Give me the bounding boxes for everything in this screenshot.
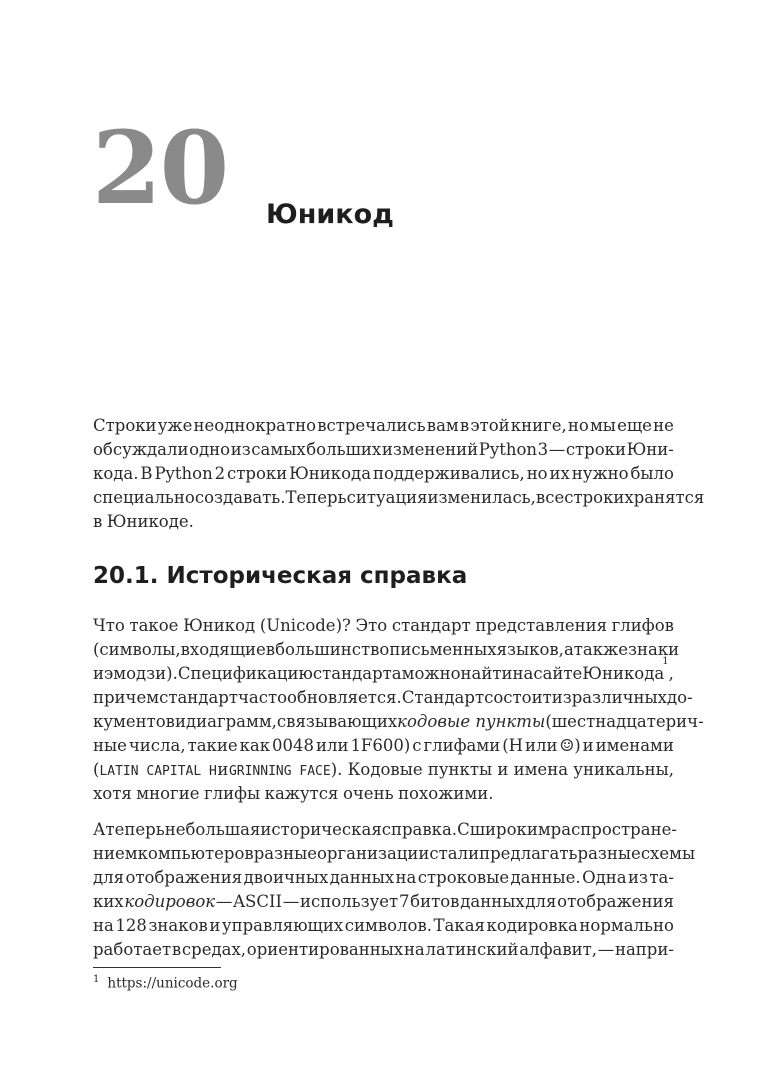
word: стандарт <box>159 688 238 707</box>
code-grinning-face: GRINNING FACE <box>228 764 331 779</box>
line-text: ). Кодовые пункты и имена уникальны, <box>330 760 674 779</box>
word: Python <box>478 440 538 459</box>
word: кументов <box>93 712 175 731</box>
word: на <box>403 940 425 959</box>
word: Юникода <box>582 664 665 683</box>
word: использует <box>299 892 399 911</box>
word: теперь <box>105 820 165 839</box>
term-code-points: кодовые пункты <box>397 712 546 731</box>
word: справка. <box>381 820 458 839</box>
word: кода. <box>93 464 139 483</box>
word: данные. <box>510 868 581 887</box>
word: Строки <box>93 416 157 435</box>
word: входящие <box>180 640 266 659</box>
paragraph-line <box>93 710 704 734</box>
word: и <box>582 736 594 755</box>
word: но <box>567 416 589 435</box>
word: данных <box>329 868 395 887</box>
word: ☺) <box>559 736 581 755</box>
footnote-number: 1 <box>93 974 100 985</box>
word: разные <box>577 844 641 863</box>
word: с <box>412 736 422 755</box>
word: небольшая <box>164 820 261 839</box>
word: такие <box>187 736 238 755</box>
word: диаграмм, <box>185 712 277 731</box>
word: Стандарт <box>401 688 485 707</box>
intro-line <box>93 486 705 510</box>
word: ASCII <box>233 892 282 911</box>
code-latin-capital-h: LATIN CAPITAL H <box>99 764 217 779</box>
paragraph-line <box>93 686 693 710</box>
word: и <box>209 916 221 935</box>
word: было <box>630 464 674 483</box>
word: хранятся <box>624 488 705 507</box>
word: (Unicode)? <box>259 616 351 635</box>
word: из <box>628 868 648 887</box>
word: латинский <box>425 940 519 959</box>
word: Такая <box>433 916 485 935</box>
paragraph-line <box>93 842 696 866</box>
section-paragraph-1 <box>93 614 704 806</box>
word: до- <box>666 688 693 707</box>
word: неоднократно <box>193 416 317 435</box>
word: поддерживались, <box>372 464 525 483</box>
word: напри- <box>614 940 674 959</box>
word: можно <box>401 664 461 683</box>
word: средах, <box>181 940 247 959</box>
word: управляющих <box>221 916 344 935</box>
word: 2 <box>214 464 226 483</box>
word: Юни- <box>626 440 674 459</box>
word: историческая <box>260 820 382 839</box>
word: нужно <box>571 464 629 483</box>
word: изменений <box>381 440 479 459</box>
word: на <box>93 916 114 935</box>
word: Юникод <box>183 616 256 635</box>
word: отображения <box>125 868 243 887</box>
word: А <box>93 820 106 839</box>
word: 128 <box>115 916 147 935</box>
word: — <box>282 892 300 911</box>
word: схемы <box>640 844 696 863</box>
word: стандарт <box>391 616 471 635</box>
word: стандарта <box>312 664 402 683</box>
paragraph-line <box>93 938 674 962</box>
paragraph-line <box>93 866 674 890</box>
word: — <box>215 892 233 911</box>
word: двоичных <box>243 868 329 887</box>
word: не <box>653 416 674 435</box>
word: Спецификацию <box>177 664 313 683</box>
word: в <box>459 416 470 435</box>
word: (H <box>502 736 524 755</box>
word: символов. <box>344 916 432 935</box>
word: отображения <box>557 892 674 911</box>
term-encodings: кодировок <box>124 892 216 911</box>
word: представления <box>475 616 608 635</box>
paragraph-line <box>93 782 674 806</box>
word: мы <box>589 416 616 435</box>
word: еще <box>617 416 652 435</box>
word: 3 <box>537 440 549 459</box>
word: ситуация <box>346 488 428 507</box>
word: глифами <box>423 736 501 755</box>
word: найти <box>460 664 513 683</box>
word: или <box>315 736 349 755</box>
word: похожими. <box>398 784 494 803</box>
section-heading: 20.1. Историческая справка <box>93 563 468 589</box>
paragraph-line <box>93 914 674 938</box>
footnote-ref[interactable]: 1 <box>662 656 669 667</box>
word: ких <box>93 892 124 911</box>
word: Это <box>355 616 388 635</box>
paragraph-line <box>93 614 674 638</box>
paragraph-line <box>93 638 680 662</box>
paragraph-line <box>93 890 674 914</box>
word: работает <box>93 940 172 959</box>
word: — <box>597 940 615 959</box>
word: 1F600) <box>350 736 411 755</box>
word: причем <box>93 688 160 707</box>
word: на <box>512 664 534 683</box>
word: распростране- <box>550 820 677 839</box>
word: специально <box>93 488 195 507</box>
word: алфавит, <box>519 940 597 959</box>
word: и <box>93 664 104 683</box>
word: числа, <box>128 736 186 755</box>
word: данных <box>460 892 525 911</box>
word: уже <box>157 416 193 435</box>
word: широким <box>469 820 551 839</box>
word: вам <box>426 416 459 435</box>
word: а <box>563 640 574 659</box>
word: нормально <box>579 916 674 935</box>
word: предлагать <box>479 844 578 863</box>
word: встречались <box>317 416 426 435</box>
word: С <box>457 820 470 839</box>
word: связывающих <box>276 712 398 731</box>
word: строки <box>565 440 626 459</box>
intro-line <box>93 438 674 462</box>
word: большинство <box>275 640 390 659</box>
word: Юникода <box>289 464 372 483</box>
word: изменилась, <box>427 488 536 507</box>
word: кажутся <box>264 784 339 803</box>
word: строки <box>227 464 288 483</box>
word: организации <box>317 844 430 863</box>
word: на <box>395 868 417 887</box>
word: глифы <box>203 784 261 803</box>
word: (символы, <box>93 640 181 659</box>
word: ориентированных <box>246 940 404 959</box>
word: — <box>548 440 566 459</box>
word: также <box>573 640 629 659</box>
word: этой <box>470 416 510 435</box>
word: Теперь <box>285 488 347 507</box>
footnote-link[interactable]: https://unicode.org <box>107 975 238 992</box>
footnote-rule <box>93 967 221 968</box>
paren-open: ( <box>93 760 100 779</box>
paragraph-line <box>93 818 677 842</box>
word: стали <box>429 844 480 863</box>
word: для <box>93 868 125 887</box>
paragraph-line: и эмодзи). Спецификацию стандарта можно найти на сайте Юникода 1 , <box>93 662 674 686</box>
word: в <box>265 640 276 659</box>
word: та- <box>649 868 674 887</box>
word: в <box>93 512 103 531</box>
word: состоит <box>484 688 552 707</box>
footnote <box>93 974 238 992</box>
word: различных <box>571 688 667 707</box>
word: строки <box>564 488 625 507</box>
word: одно <box>189 440 231 459</box>
word: сайте <box>533 664 583 683</box>
word: Что <box>93 616 125 635</box>
word: как <box>239 736 271 755</box>
word: нием <box>93 844 138 863</box>
word: создавать. <box>194 488 286 507</box>
word: знаки <box>628 640 680 659</box>
word: Юникоде. <box>106 512 194 531</box>
word: битов <box>410 892 460 911</box>
word: Python <box>154 464 213 483</box>
word: хотя <box>93 784 132 803</box>
intro-paragraph <box>93 414 705 534</box>
word: эмодзи). <box>104 664 178 683</box>
word: кодировка <box>486 916 578 935</box>
word: ные <box>93 736 127 755</box>
word: такое <box>129 616 179 635</box>
word: (шестнадцатерич- <box>545 712 704 731</box>
word: обновляется. <box>287 688 402 707</box>
word: разные <box>253 844 317 863</box>
word: для <box>525 892 557 911</box>
word: именами <box>595 736 674 755</box>
paragraph-line <box>93 734 674 758</box>
word: 7 <box>398 892 410 911</box>
word: строковые <box>417 868 510 887</box>
word: их <box>549 464 570 483</box>
intro-line <box>93 510 674 534</box>
word: в <box>171 940 182 959</box>
word: очень <box>342 784 394 803</box>
paragraph-line <box>93 758 674 782</box>
word: языков, <box>496 640 564 659</box>
word: часто <box>237 688 288 707</box>
word: глифов <box>611 616 674 635</box>
word: из <box>230 440 251 459</box>
intro-line <box>93 462 674 486</box>
chapter-title: Юникод <box>266 199 394 230</box>
word: самых <box>251 440 306 459</box>
word: В <box>140 464 153 483</box>
word: и <box>174 712 186 731</box>
word: обсуждали <box>93 440 189 459</box>
word: больших <box>306 440 382 459</box>
word: письменных <box>389 640 497 659</box>
word: но <box>526 464 548 483</box>
word: Одна <box>582 868 627 887</box>
conjunction: и <box>217 760 229 779</box>
word: из <box>551 688 572 707</box>
chapter-number: 20 <box>92 109 228 227</box>
word: многие <box>136 784 200 803</box>
word: 0048 <box>272 736 315 755</box>
word: или <box>525 736 558 755</box>
word: все <box>535 488 565 507</box>
intro-line <box>93 414 674 438</box>
word: книге, <box>510 416 567 435</box>
section-paragraph-2 <box>93 818 696 962</box>
word: компьютеров <box>137 844 254 863</box>
word: знаков <box>148 916 208 935</box>
